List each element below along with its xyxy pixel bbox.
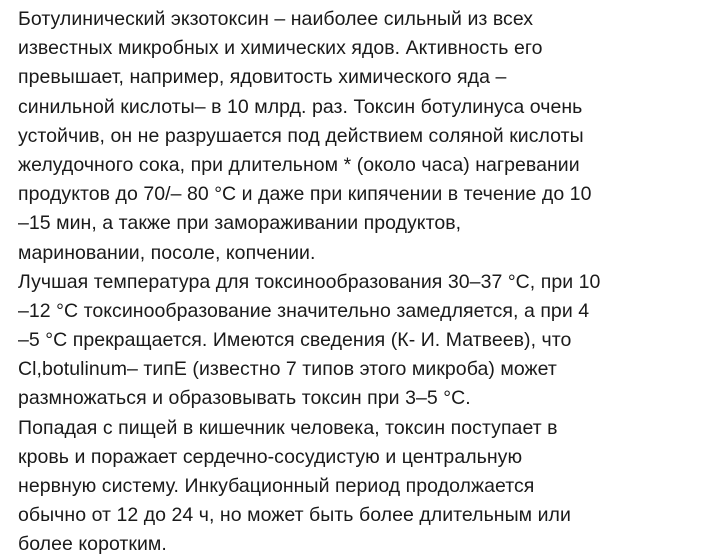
text-line-19: более коротким. [18, 533, 167, 556]
text-line-7: продуктов до 70/– 80 °С и даже при кипячении в течение до 10 [18, 183, 592, 206]
text-line-10: Лучшая температура для токсинообразования 30–37 °С, при 10 [18, 270, 601, 293]
text-line-11: –12 °С токсинообразование значительно замедляется, а при 4 [18, 299, 590, 322]
text-line-12: –5 °С прекращается. Имеются сведения (К- И. Матвеев), что [18, 329, 572, 352]
text-line-17: нервную систему. Инкубационный период продолжается [18, 475, 535, 497]
text-line-6: желудочного сока, при длительном * (около часа) нагревании [18, 153, 580, 176]
text-line-3: превышает, например, ядовитость химического яда – [18, 66, 507, 89]
text-line-1: Ботулинический экзотоксин – наиболее сильный из всех [18, 8, 534, 30]
text-line-18: обычно от 12 до 24 ч, но может быть более длительным или [18, 504, 571, 527]
text-line-5: устойчив, он не разрушается под действием соляной кислоты [18, 124, 584, 147]
text-line-13: Cl,botulinum– типЕ (известно 7 типов этого микроба) может [18, 358, 557, 381]
text-line-8: –15 мин, а также при замораживании продуктов, [18, 212, 462, 235]
text-line-4: синильной кислоты– в 10 млрд. раз. Токсин ботулинуса очень [18, 95, 583, 118]
text-line-14: размножаться и образовывать токсин при 3–5 °С. [18, 387, 471, 410]
text-line-2: известных микробных и химических ядов. Активность его [18, 37, 543, 60]
text-line-16: кровь и поражает сердечно-сосудистую и центральную [18, 445, 523, 468]
text-line-15: Попадая с пищей в кишечник человека, токсин поступает в [18, 416, 558, 439]
text-line-9: мариновании, посоле, копчении. [18, 241, 316, 264]
body-text [18, 5, 718, 560]
